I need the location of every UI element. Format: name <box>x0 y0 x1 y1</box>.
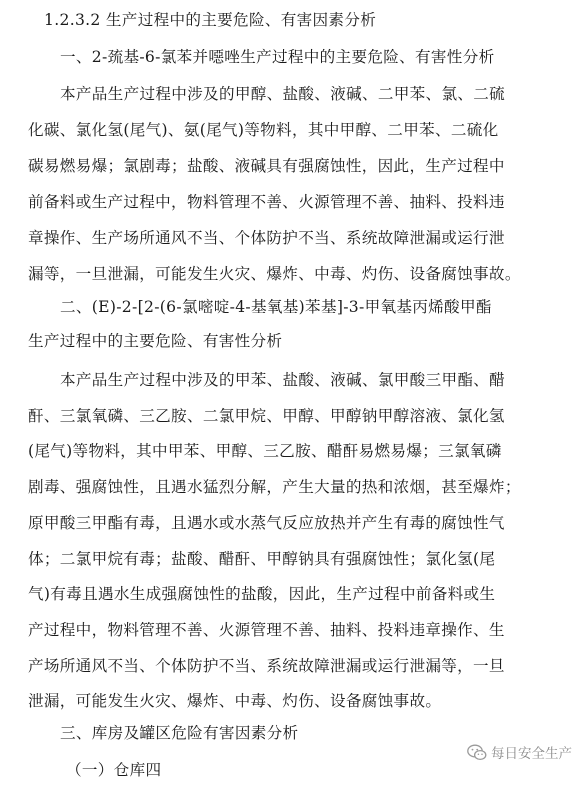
paragraph-line: 体；二氯甲烷有毒；盐酸、醋酐、甲醇钠具有强腐蚀性；氯化氢(尾 <box>28 550 496 568</box>
paragraph-line: 碳易燃易爆；氯剧毒；盐酸、液碱具有强腐蚀性，因此，生产过程中 <box>28 157 505 175</box>
watermark <box>467 741 572 763</box>
part2-heading: 二、(E)-2-[2-(6-氯嘧啶-4-基氧基)苯基]-3-甲氧基丙烯酸甲酯 <box>60 298 492 316</box>
paragraph-line: (尾气)等物料，其中甲苯、甲醇、三乙胺、醋酐易燃易爆；三氯氧磷 <box>28 442 502 460</box>
paragraph-line: 产过程中，物料管理不善、火源管理不善、抽料、投料违章操作、生 <box>28 621 505 639</box>
section-title: 1.2.3.2 生产过程中的主要危险、有害因素分析 <box>44 11 377 29</box>
paragraph-line: 气)有毒且遇水生成强腐蚀性的盐酸，因此，生产过程中前备料或生 <box>28 585 496 603</box>
paragraph-line: 酐、三氯氧磷、三乙胺、二氯甲烷、甲醇、甲醇钠甲醇溶液、氯化氢 <box>28 407 505 425</box>
watermark-text: 每日安全生产 <box>491 746 572 762</box>
part3-heading: 三、库房及罐区危险有害因素分析 <box>60 724 299 742</box>
part3-subheading: （一）仓库四 <box>66 761 162 779</box>
part2-heading-continued: 生产过程中的主要危险、有害性分析 <box>28 332 283 350</box>
paragraph-line: 本产品生产过程中涉及的甲醇、盐酸、液碱、二甲苯、氯、二硫 <box>60 85 506 103</box>
wechat-icon <box>467 744 487 761</box>
paragraph-line: 章操作、生产场所通风不当、个体防护不当、系统故障泄漏或运行泄 <box>28 229 505 247</box>
paragraph-line: 化碳、氯化氢(尾气)、氨(尾气)等物料，其中甲醇、二甲苯、二硫化 <box>28 121 499 139</box>
paragraph-line: 漏等，一旦泄漏，可能发生火灾、爆炸、中毒、灼伤、设备腐蚀事故。 <box>28 265 521 283</box>
paragraph-line: 产场所通风不当、个体防护不当、系统故障泄漏或运行泄漏等，一旦 <box>28 657 505 675</box>
paragraph-line: 前备料或生产过程中，物料管理不善、火源管理不善、抽料、投料违 <box>28 193 505 211</box>
paragraph-line: 原甲酸三甲酯有毒，且遇水或水蒸气反应放热并产生有毒的腐蚀性气 <box>28 514 505 532</box>
part1-heading: 一、2-巯基-6-氯苯并噁唑生产过程中的主要危险、有害性分析 <box>60 48 495 66</box>
paragraph-line: 泄漏，可能发生火灾、爆炸、中毒、灼伤、设备腐蚀事故。 <box>28 692 442 710</box>
paragraph-line: 本产品生产过程中涉及的甲苯、盐酸、液碱、氯甲酸三甲酯、醋 <box>60 371 506 389</box>
paragraph-line: 剧毒、强腐蚀性，且遇水猛烈分解，产生大量的热和浓烟，甚至爆炸； <box>28 478 521 496</box>
